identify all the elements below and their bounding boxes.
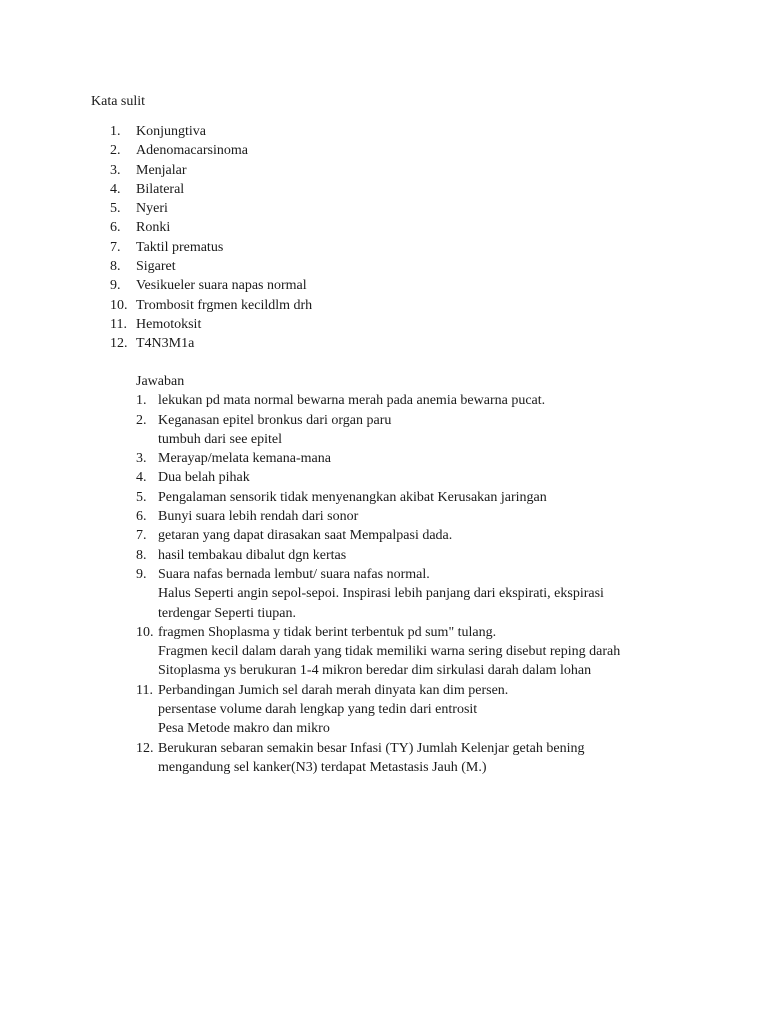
term-text: Menjalar xyxy=(136,162,187,178)
answer-number: 8. xyxy=(136,547,147,563)
answer-text: tumbuh dari see epitel xyxy=(158,431,283,447)
answer-text: terdengar Seperti tiupan. xyxy=(158,605,297,621)
answer-text: Suara nafas bernada lembut/ suara nafas normal. xyxy=(158,566,430,582)
term-number: 10. xyxy=(110,297,128,313)
answer-continuation xyxy=(0,719,768,738)
answer-number: 2. xyxy=(136,412,147,428)
term-text: Nyeri xyxy=(136,201,168,217)
answer-item xyxy=(0,449,768,468)
answer-continuation xyxy=(0,661,768,680)
answer-text: fragmen Shoplasma y tidak berint terbentuk pd sum" tulang. xyxy=(158,624,497,640)
answer-continuation xyxy=(0,700,768,719)
term-text: Taktil prematus xyxy=(136,239,224,255)
answer-text: Sitoplasma ys berukuran 1-4 mikron beredar dim sirkulasi darah dalam lohan xyxy=(158,663,592,679)
answer-continuation xyxy=(0,758,768,777)
answer-text: Halus Seperti angin sepol-sepoi. Inspirasi lebih panjang dari ekspirati, ekspirasi xyxy=(158,586,604,602)
answer-number: 3. xyxy=(136,451,147,467)
term-item xyxy=(0,122,768,141)
term-item xyxy=(0,141,768,160)
answer-number: 11. xyxy=(136,682,153,698)
answer-continuation xyxy=(0,430,768,449)
term-text: T4N3M1a xyxy=(136,336,195,352)
answers-section xyxy=(0,372,768,777)
terms-list xyxy=(0,122,768,354)
term-number: 9. xyxy=(110,278,121,294)
answer-item xyxy=(0,546,768,565)
term-number: 3. xyxy=(110,162,121,178)
term-text: Hemotoksit xyxy=(136,316,202,332)
answer-item xyxy=(0,468,768,487)
answer-text: Berukuran sebaran semakin besar Infasi (TY) Jumlah Kelenjar getah bening xyxy=(158,740,585,756)
answer-item xyxy=(0,739,768,758)
answer-text: mengandung sel kanker(N3) terdapat Metastasis Jauh (M.) xyxy=(158,759,487,775)
answer-text: Dua belah pihak xyxy=(158,470,250,486)
page-heading: Kata sulit xyxy=(91,94,146,109)
term-item xyxy=(0,199,768,218)
term-item xyxy=(0,276,768,295)
term-text: Ronki xyxy=(136,220,171,236)
term-text: Konjungtiva xyxy=(136,124,206,139)
term-item xyxy=(0,334,768,353)
answer-text: Perbandingan Jumich sel darah merah dinyata kan dim persen. xyxy=(158,682,509,698)
term-item xyxy=(0,161,768,180)
term-number: 11. xyxy=(110,316,127,332)
term-number: 5. xyxy=(110,201,121,217)
term-number: 6. xyxy=(110,220,121,236)
term-number: 2. xyxy=(110,143,121,159)
answer-item xyxy=(0,488,768,507)
answer-text: Pesa Metode makro dan mikro xyxy=(158,721,330,737)
answer-item xyxy=(0,507,768,526)
answer-number: 4. xyxy=(136,470,147,486)
term-number: 1. xyxy=(110,124,121,139)
answer-text: Merayap/melata kemana-mana xyxy=(158,451,331,467)
answer-continuation xyxy=(0,642,768,661)
answers-title: Jawaban xyxy=(136,374,185,389)
answer-number: 5. xyxy=(136,489,147,505)
term-text: Adenomacarsinoma xyxy=(136,143,248,159)
answer-text: getaran yang dapat dirasakan saat Mempalpasi dada. xyxy=(158,528,453,544)
term-number: 8. xyxy=(110,259,121,275)
term-item xyxy=(0,257,768,276)
answer-item xyxy=(0,681,768,700)
term-item xyxy=(0,315,768,334)
term-text: Bilateral xyxy=(136,181,185,197)
answer-number: 9. xyxy=(136,566,147,582)
term-text: Trombosit frgmen kecildlm drh xyxy=(136,297,313,313)
answer-text: Fragmen kecil dalam darah yang tidak memiliki warna sering disebut reping darah xyxy=(158,644,621,660)
term-item xyxy=(0,238,768,257)
term-text: Vesikueler suara napas normal xyxy=(136,278,307,294)
term-number: 12. xyxy=(110,336,128,352)
answer-text: Bunyi suara lebih rendah dari sonor xyxy=(158,509,359,525)
term-item xyxy=(0,180,768,199)
term-number: 4. xyxy=(110,181,121,197)
answer-text: Pengalaman sensorik tidak menyenangkan akibat Kerusakan jaringan xyxy=(158,489,547,505)
term-item xyxy=(0,296,768,315)
answer-continuation xyxy=(0,604,768,623)
answer-number: 12. xyxy=(136,740,154,756)
answer-number: 6. xyxy=(136,509,147,525)
answer-item xyxy=(0,565,768,584)
answer-text: persentase volume darah lengkap yang tedin dari entrosit xyxy=(158,702,478,718)
answer-item xyxy=(0,526,768,545)
answer-number: 10. xyxy=(136,624,154,640)
answer-number: 7. xyxy=(136,528,147,544)
answer-text: hasil tembakau dibalut dgn kertas xyxy=(158,547,347,563)
term-item xyxy=(0,218,768,237)
answer-continuation xyxy=(0,584,768,603)
term-text: Sigaret xyxy=(136,259,176,275)
answer-number: 1. xyxy=(136,393,147,409)
answer-item xyxy=(0,411,768,430)
answer-item xyxy=(0,391,768,410)
term-number: 7. xyxy=(110,239,121,255)
answer-text: Keganasan epitel bronkus dari organ paru xyxy=(158,412,392,428)
answer-item xyxy=(0,623,768,642)
answer-text: lekukan pd mata normal bewarna merah pada anemia bewarna pucat. xyxy=(158,393,546,409)
